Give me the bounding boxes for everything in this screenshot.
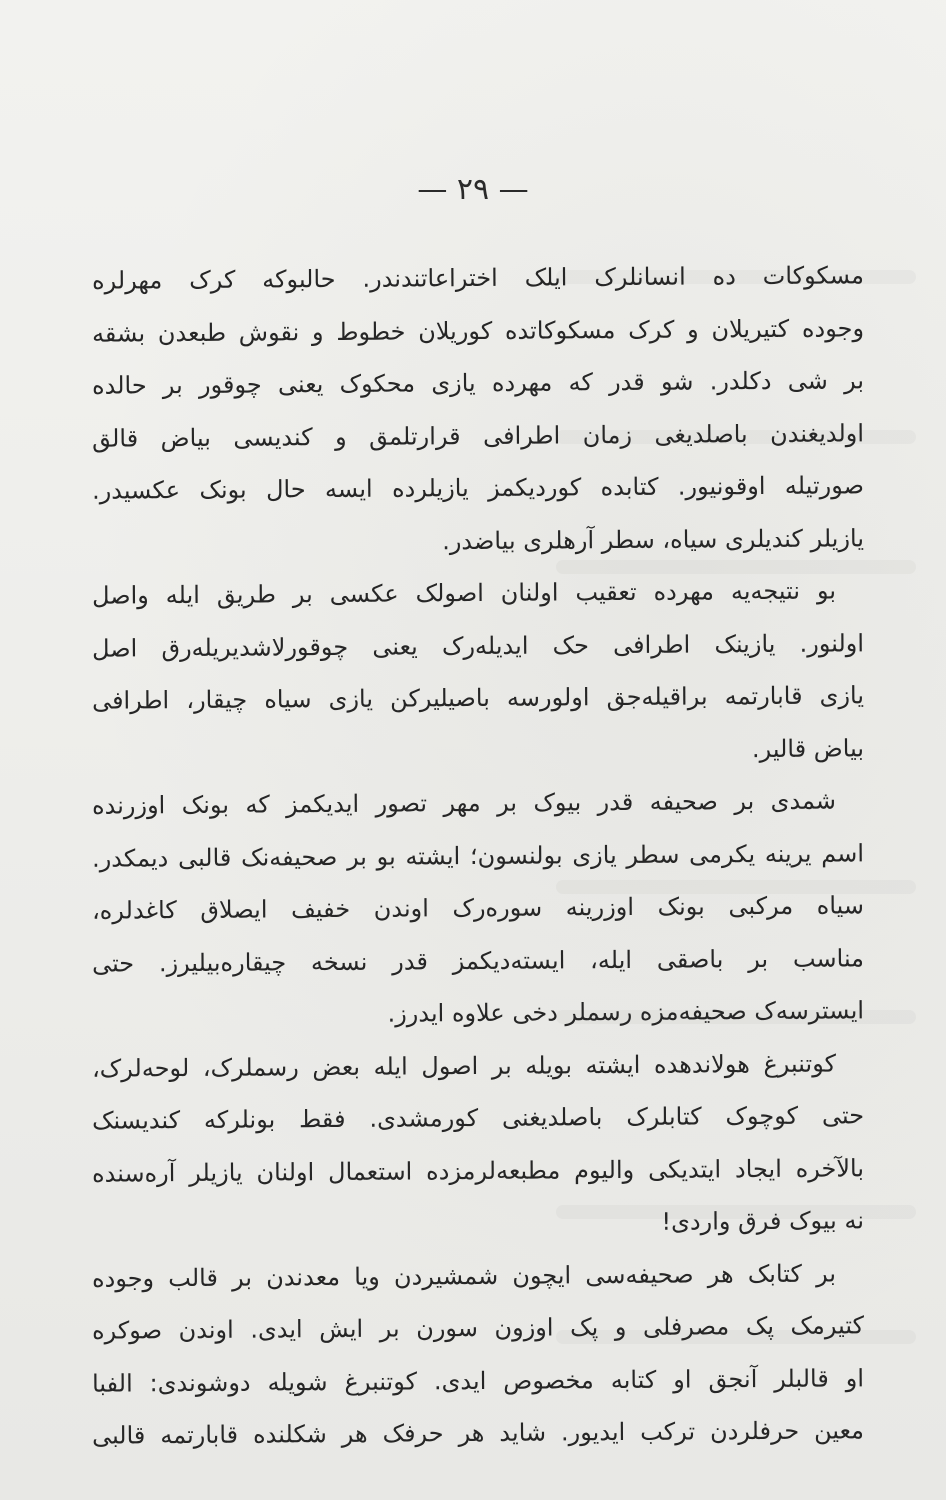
body-text: [92, 252, 864, 1460]
text-line: کتیرمک پک مصرفلی و پک اوزون سورن بر ایش ایدی. اوندن صوکره: [91, 1311, 865, 1345]
text-line: کوتنبرغ هولاندهده ایشته بویله بر اصول ایله بعض رسملرک، لوحه‌لرک،: [91, 1049, 837, 1083]
text-line: شمدی بر صحیفه قدر بیوک بر مهر تصور ایدیکمز که بونک اوزرنده: [91, 786, 837, 820]
text-line: مسکوکات ده انسانلرک ایلک اختراعاتندندر. حالبوکه کرک مهرلره: [91, 261, 865, 295]
text-line: وجوده کتیریلان و کرک مسکوکاتده کوریلان خطوط و نقوش طبعدن بشقه: [91, 313, 865, 348]
text-line: بر کتابک هر صحیفه‌سی ایچون شمشیردن ویا معدندن بر قالب وجوده: [91, 1259, 837, 1293]
text-line: معین حرفلردن ترکب ایدیور. شاید هر حرفک هر شکلنده قابارتمه قالبی: [91, 1416, 865, 1450]
text-line: اسم یرینه یکرمی سطر یازی بولنسون؛ ایشته بو بر صحیفه‌نک قالبی دیمکدر.: [91, 838, 865, 873]
page-number: — ٢٩ —: [417, 172, 529, 207]
text-line: صورتیله اوقونیور. کتابده کوردیکمز یازیلرده ایسه حال بونک عکسیدر.: [91, 471, 865, 505]
text-line: اولدیغندن باصلدیغی زمان اطرافی قرارتلمق و کندیسی بیاض قالق: [91, 418, 865, 453]
text-line: سیاه مرکبی بونک اوزرینه سوره‌رک اوندن خفیف ایصلاق کاغدلره،: [91, 891, 865, 925]
text-line: حتی کوچوک کتابلرک باصلدیغنی کورمشدی. فقط بونلرکه کندیسنک: [91, 1101, 865, 1135]
text-line: او قالبلر آنجق او کتابه مخصوص ایدی. کوتنبرغ شویله دوشوندی: الفبا: [91, 1363, 865, 1398]
text-line: بو نتیجه‌یه مهرده تعقیب اولنان اصولک عکسی بر طریق ایله واصل: [91, 576, 837, 610]
text-line: ایسترسه‌ک صحیفه‌مزه رسملر دخی علاوه ایدرز.: [387, 996, 865, 1028]
text-line: اولنور. یازینک اطرافی حک ایدیله‌رک یعنی چوقورلاشدیریله‌رق اصل: [91, 628, 865, 663]
text-line: یازیلر کندیلری سیاه، سطر آرهلری بیاضدر.: [442, 523, 865, 555]
text-line: مناسب بر باصقی ایله، ایسته‌دیکمز قدر نسخه چیقاره‌بیلیرز. حتی: [91, 943, 865, 978]
text-line: بیاض قالیر.: [751, 733, 865, 763]
text-line: نه بیوک فرق واردی!: [661, 1206, 865, 1236]
text-line: بالآخره ایجاد ایتدیکی والیوم مطبعه‌لرمزده استعمال اولنان یازیلر آره‌سنده: [91, 1153, 865, 1188]
text-line: یازی قابارتمه براقیله‌جق اولورسه باصیلیرکن یازی سیاه چیقار، اطرافی: [91, 681, 865, 715]
text-line: بر شی دکلدر. شو قدر که مهرده یازی محکوک یعنی چوقور بر حالده: [91, 366, 865, 400]
